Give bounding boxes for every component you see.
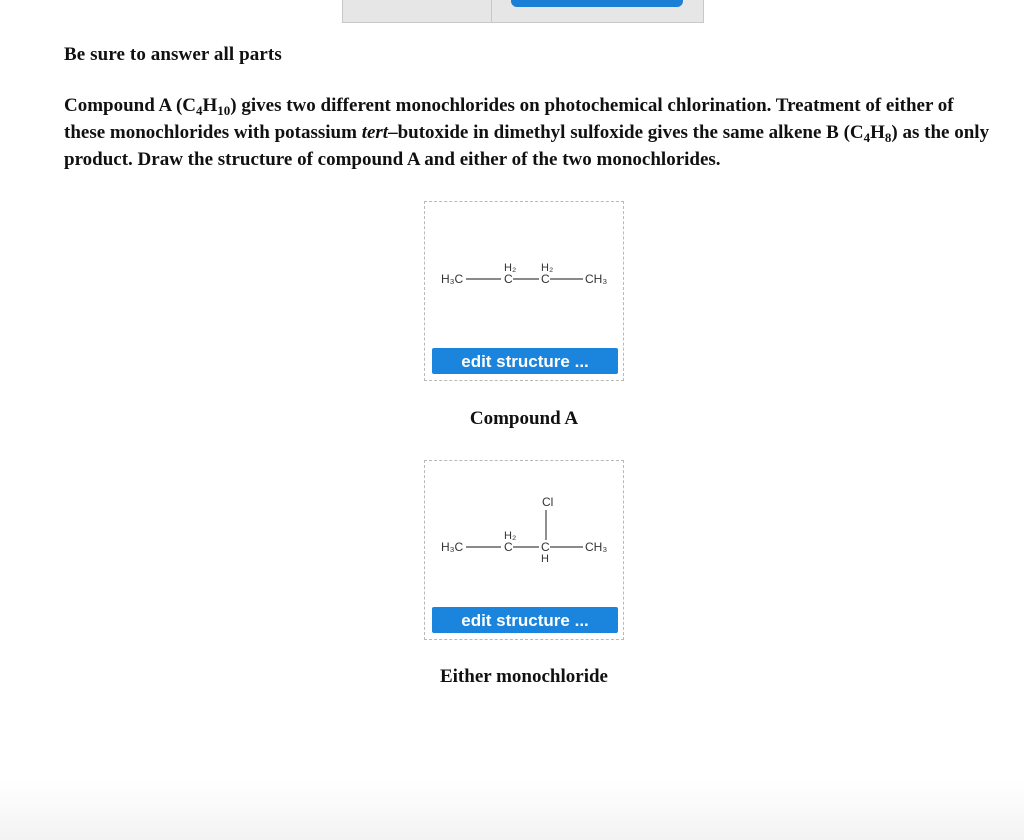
c3-label: C [541,272,550,286]
monochloride-caption: Either monochloride [439,666,608,687]
monochloride-structure-box[interactable] [424,460,624,640]
c3-hydrogen-label: H [541,553,549,565]
instruction-text: Be sure to answer all parts [64,44,282,65]
right-methyl-label: CH₃ [585,272,608,286]
edit-structure-button-monochloride[interactable]: edit structure ... [432,607,618,633]
top-tab-bar [342,0,704,23]
bottom-fade [0,780,1024,840]
c3-hydrogens-label: H₂ [541,262,554,274]
c2-hydrogens-label: H₂ [504,530,517,542]
c2-hydrogens-label: H₂ [504,262,517,274]
c3-label: C [541,540,550,554]
active-tab-indicator[interactable] [511,0,683,7]
c2-label: C [504,272,513,286]
c2-label: C [504,540,513,554]
chlorine-label: Cl [542,495,554,509]
question-text: Compound A $(C_4H_{10})$ gives two different monochlorides on photochemical chlorination. Treatment of either of these monochlorides with potassium tert–butoxide in dimethyl sulfoxide gives the same alkene B $(C_4H_8)$ as the only product. Draw the structure of compound A and either of the two monochlorides. [64,95,990,170]
tab-divider [491,0,492,22]
left-methyl-label: H₃C [441,540,464,554]
right-methyl-label: CH₃ [585,540,608,554]
compound-a-structure-box[interactable] [424,201,624,381]
edit-structure-button-compound-a[interactable]: edit structure ... [432,348,618,374]
compound-a-caption: Compound A [469,408,579,429]
left-methyl-label: H₃C [441,272,464,286]
